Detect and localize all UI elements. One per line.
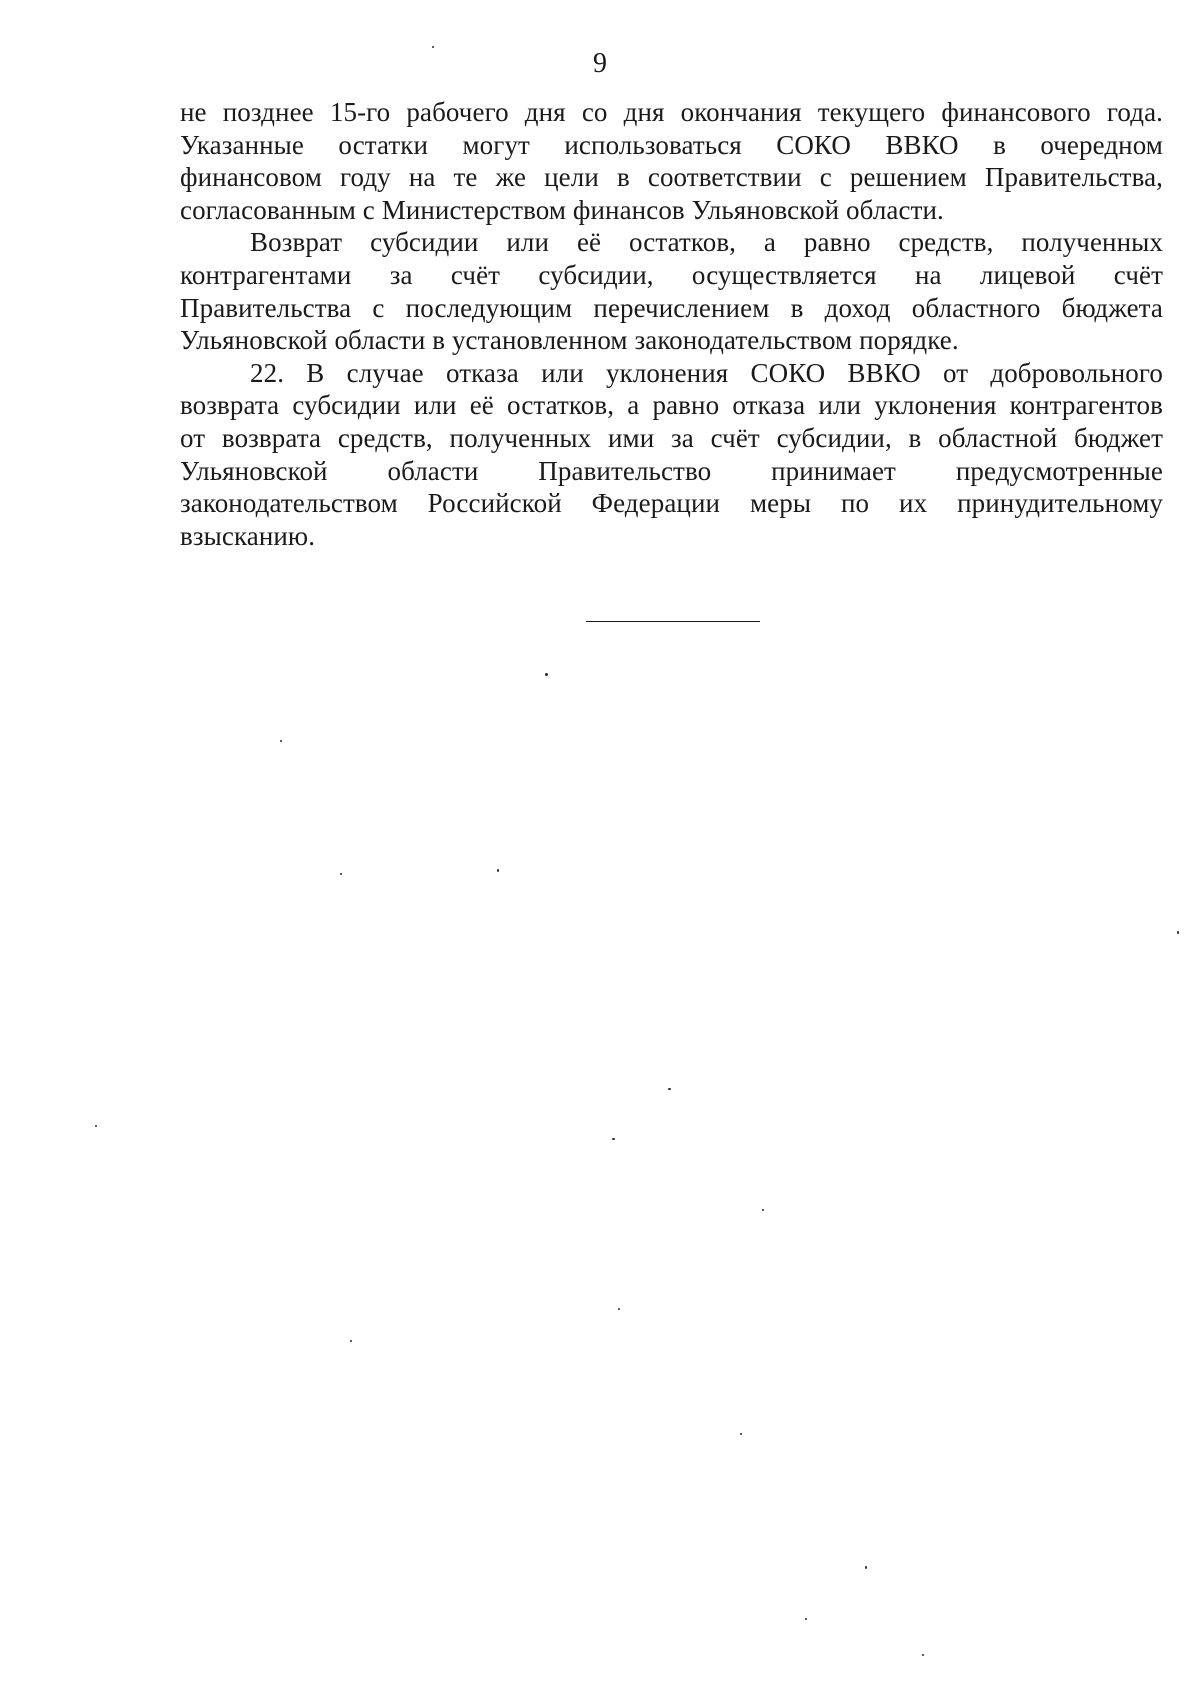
paragraph-3-line-5: законодательством Российской Федерации меры по их принудительному (180, 488, 1163, 519)
scan-speck (497, 869, 499, 872)
end-of-document-rule (586, 621, 760, 622)
paragraph-3-line-1: 22. В случае отказа или уклонения СОКО ВВКО от добровольного (250, 357, 1163, 388)
scan-speck (340, 873, 342, 875)
scan-speck (280, 740, 282, 742)
scan-speck (922, 1654, 924, 1656)
paragraph-1-line-3: финансовом году на те же цели в соответствии с решением Правительства, (180, 162, 1163, 193)
paragraph-3-line-2: возврата субсидии или её остатков, а равно отказа или уклонения контрагентов (180, 390, 1163, 421)
scan-speck (668, 1088, 671, 1090)
paragraph-3-line-4: Ульяновской области Правительство принимает предусмотренные (180, 455, 1163, 486)
scan-speck (865, 1566, 867, 1569)
document-body (180, 96, 1163, 552)
scan-speck (740, 1433, 742, 1435)
scan-speck (1177, 931, 1179, 934)
paragraph-1-line-2: Указанные остатки могут использоваться СОКО ВВКО в очередном (180, 129, 1163, 160)
paragraph-2-line-4: Ульяновской области в установленном законодательством порядке. (180, 325, 959, 356)
paragraph-2-line-1: Возврат субсидии или её остатков, а равно средств, полученных (250, 227, 1163, 258)
scan-speck (545, 673, 548, 676)
page-number: 9 (593, 48, 607, 79)
scan-speck (95, 1125, 97, 1127)
paragraph-3-line-3: от возврата средств, полученных ими за счёт субсидии, в областной бюджет (180, 422, 1163, 453)
paragraph-2-line-2: контрагентами за счёт субсидии, осуществляется на лицевой счёт (180, 259, 1163, 290)
scan-speck (762, 1209, 764, 1211)
paragraph-3-line-6: взысканию. (180, 520, 316, 551)
scan-speck (432, 46, 434, 48)
scan-speck (612, 1138, 615, 1140)
paragraph-2-line-3: Правительства с последующим перечислением в доход областного бюджета (180, 292, 1163, 323)
scan-speck (805, 1618, 807, 1620)
paragraph-1-line-1: не позднее 15-го рабочего дня со дня окончания текущего финансового года. (180, 97, 1163, 127)
scan-speck (350, 1340, 352, 1342)
paragraph-1-line-4: согласованным с Министерством финансов Ульяновской области. (180, 194, 944, 225)
scan-speck (618, 1308, 620, 1310)
